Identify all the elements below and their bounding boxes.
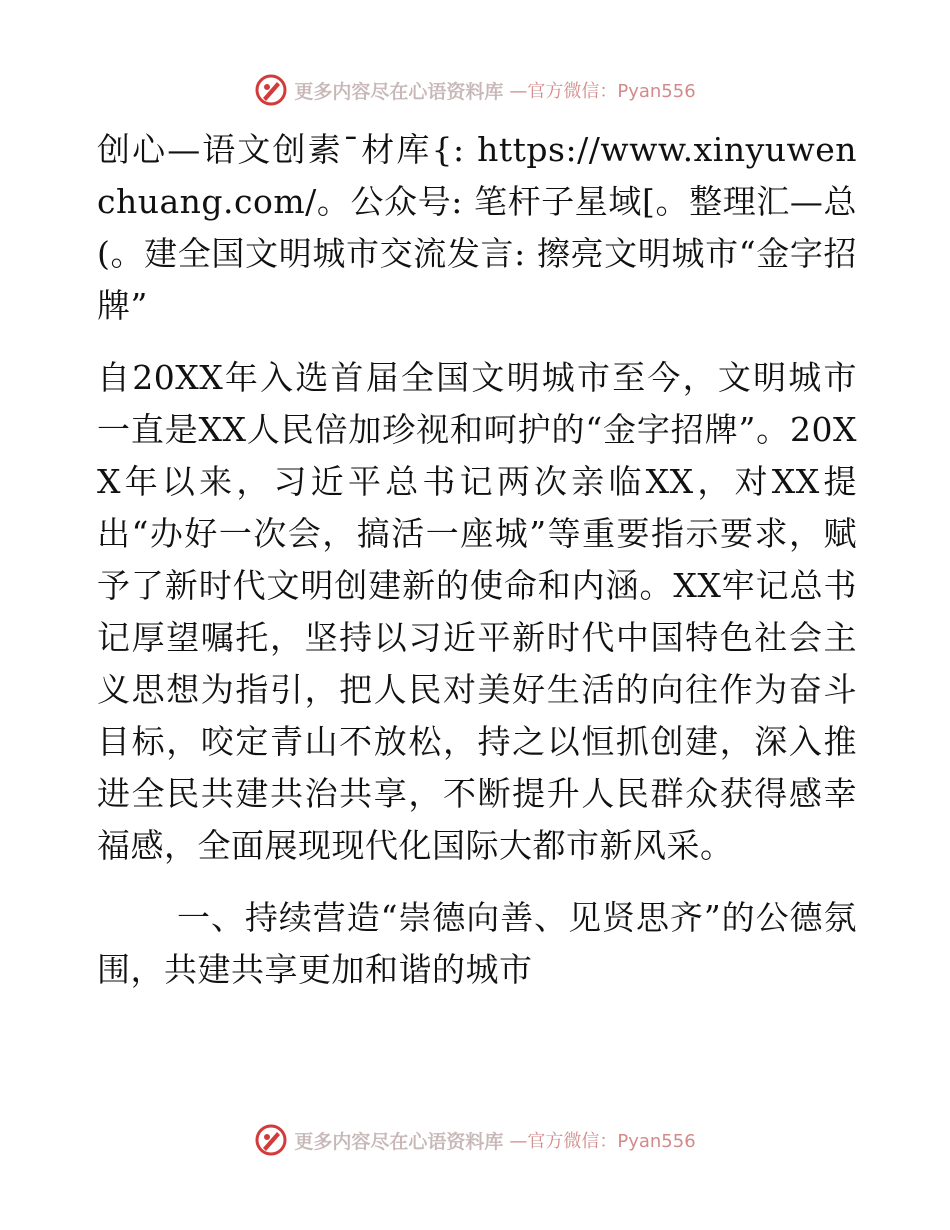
banner-library-text: 更多内容尽在心语资料库 — [294, 80, 504, 103]
brand-logo-icon — [254, 73, 288, 107]
banner-wechat-text: —官方微信：Pyan556 — [509, 81, 696, 102]
header-watermark-banner — [0, 70, 950, 110]
document-body — [97, 120, 857, 996]
brand-logo-icon — [254, 1123, 288, 1157]
paragraph-title: 创心—语文创素¯材库{: https://www.xinyuwenchuang.com/。公众号: 笔杆子星域[。整理汇—总(。建全国文明城市交流发言: 擦亮文明城市“金字招牌” — [97, 130, 857, 325]
banner-library-text: 更多内容尽在心语资料库 — [294, 1130, 504, 1153]
paragraph-body: 自20XX年入选首届全国文明城市至今，文明城市一直是XX人民倍加珍视和呵护的“金字招牌”。20XX年以来，习近平总书记两次亲临XX，对XX提出“办好一次会，搞活一座城”等重要指示要求，赋予了新时代文明创建新的使命和内涵。XX牢记总书记厚望嘱托，坚持以习近平新时代中国特色社会主义思想为指引，把人民对美好生活的向往作为奋斗目标，咬定青山不放松，持之以恒抓创建，深入推进全民共建共治共享，不断提升人民群众获得感幸福感，全面展现现代化国际大都市新风采。 — [97, 358, 857, 865]
footer-watermark-banner — [0, 1120, 950, 1160]
banner-wechat-text: —官方微信：Pyan556 — [509, 1131, 696, 1152]
section-heading: 一、持续营造“崇德向善、见贤思齐”的公德氛围，共建共享更加和谐的城市 — [97, 898, 857, 989]
